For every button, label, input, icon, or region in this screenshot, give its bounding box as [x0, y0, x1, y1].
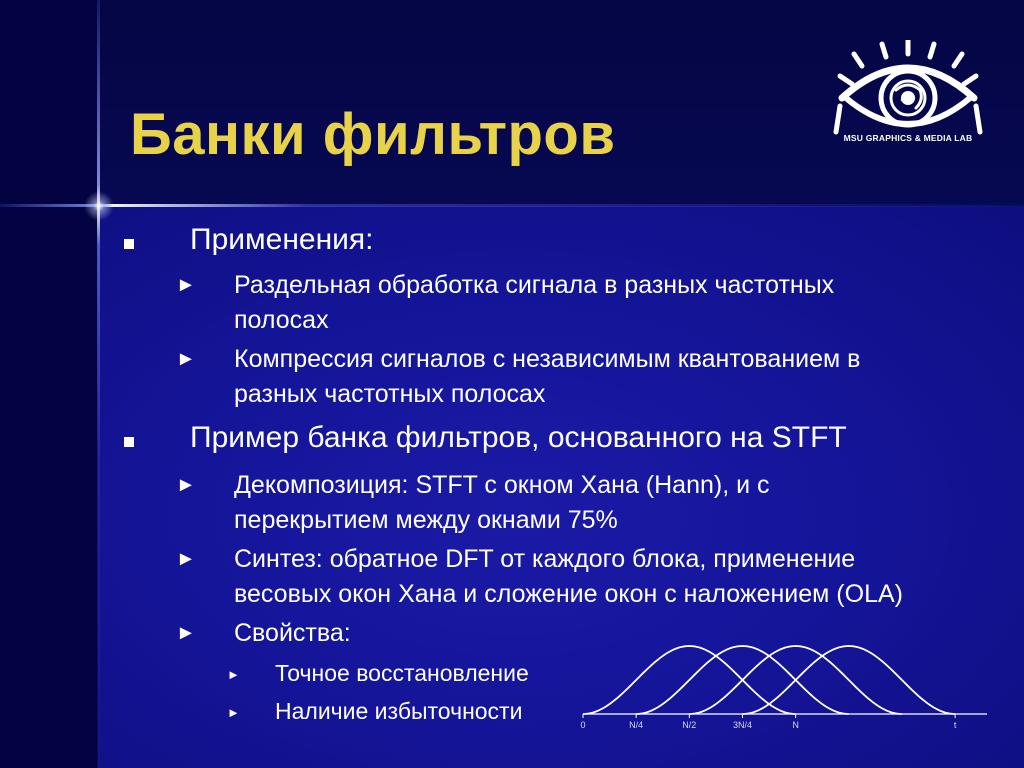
small-arrow-bullet-icon: ►	[227, 705, 240, 720]
subbullet-separate-processing	[234, 268, 834, 338]
hann-windows-chart	[575, 640, 1000, 735]
subbullet-synthesis	[234, 542, 903, 612]
arrow-bullet-icon: ►	[176, 274, 196, 296]
arrow-bullet-icon: ►	[176, 622, 196, 644]
square-bullet-icon	[124, 437, 134, 447]
subbullet-line: перекрытием между окнами 75%	[234, 506, 618, 534]
subbullet-line: Раздельная обработка сигнала в разных частотных	[234, 271, 835, 299]
bullet-applications: Применения:	[190, 223, 374, 256]
bullet-stft-example: Пример банка фильтров, основанного на STFT	[190, 421, 847, 454]
subbullet-line: весовых окон Хана и сложение окон с наложением (OLA)	[234, 580, 903, 608]
left-band	[0, 0, 98, 768]
small-arrow-bullet-icon: ►	[227, 667, 240, 682]
x-tick-label: N/2	[682, 720, 697, 730]
arrow-bullet-icon: ►	[176, 548, 196, 570]
horizontal-accent-line	[0, 204, 1024, 207]
arrow-bullet-icon: ►	[176, 348, 196, 370]
subbullet-line: полосах	[234, 306, 329, 334]
x-tick-label: N/4	[629, 720, 644, 730]
x-tick-label: t	[953, 720, 957, 730]
x-tick-label: 3N/4	[732, 720, 752, 730]
square-bullet-icon	[124, 239, 134, 249]
property-exact-reconstruction: Точное восстановление	[275, 660, 529, 686]
subbullet-line: Декомпозиция: STFT с окном Хана (Hann), и с	[234, 471, 770, 499]
property-redundancy: Наличие избыточности	[275, 698, 523, 724]
subbullet-line: разных частотных полосах	[234, 380, 546, 408]
subbullet-line: Синтез: обратное DFT от каждого блока, применение	[234, 545, 856, 573]
x-tick-label: N	[792, 720, 799, 730]
x-tick-label: 0	[580, 720, 586, 730]
subbullet-compression	[234, 342, 860, 412]
logo-caption: MSU GRAPHICS & MEDIA LAB	[843, 133, 973, 143]
subbullet-properties: Свойства:	[234, 619, 351, 647]
subbullet-line: Компрессия сигналов с независимым квантованием в	[234, 345, 861, 373]
slide-title: Банки фильтров	[130, 102, 616, 167]
arrow-bullet-icon: ►	[176, 474, 196, 496]
sparkle-glow	[84, 191, 114, 221]
subbullet-decomposition	[234, 468, 770, 538]
vertical-accent-line	[97, 0, 100, 768]
